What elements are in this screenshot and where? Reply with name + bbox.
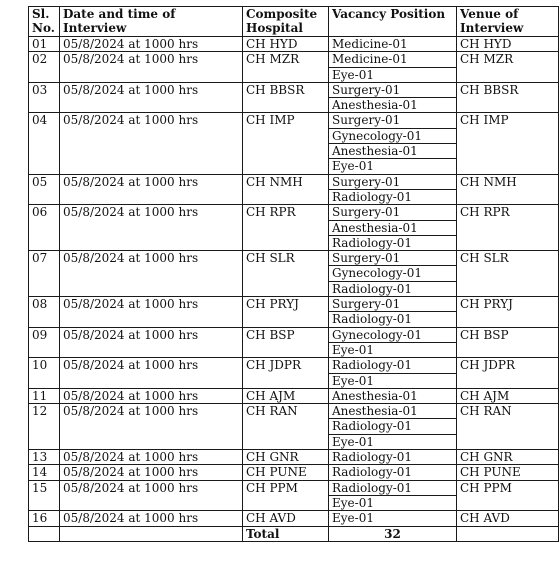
cell-sl-no: 10 [29, 358, 60, 389]
cell-venue: CH BSP [457, 327, 559, 358]
cell-venue: CH SLR [457, 251, 559, 297]
cell-sl-no: 11 [29, 388, 60, 403]
vacancy-item: Radiology-01 [329, 418, 456, 433]
cell-venue: CH PUNE [457, 465, 559, 480]
cell-date-time: 05/8/2024 at 1000 hrs [60, 174, 243, 205]
vacancy-item: Gynecology-01 [329, 265, 456, 280]
cell-venue: CH HYD [457, 37, 559, 52]
vacancy-item: Surgery-01 [332, 113, 401, 128]
vacancy-item: Medicine-01 [332, 37, 408, 51]
cell-venue: CH RPR [457, 205, 559, 251]
table-row [29, 480, 559, 511]
header-date-time: Date and time of Interview [60, 7, 243, 37]
vacancy-item: Radiology-01 [332, 465, 413, 480]
total-label: Total [243, 526, 329, 541]
cell-sl-no: 06 [29, 205, 60, 251]
vacancy-item: Radiology-01 [329, 235, 456, 250]
header-sl-no: Sl. No. [29, 7, 60, 37]
table-row [29, 297, 559, 328]
table-row [29, 251, 559, 297]
table-row [29, 450, 559, 465]
interview-schedule-table [28, 6, 559, 542]
header-composite-hospital: Composite Hospital [243, 7, 329, 37]
total-blank-3 [457, 526, 559, 541]
cell-date-time: 05/8/2024 at 1000 hrs [60, 327, 243, 358]
cell-vacancy-list [329, 113, 457, 174]
cell-sl-no: 05 [29, 174, 60, 205]
cell-hospital: CH BSP [243, 327, 329, 358]
table-row [29, 511, 559, 526]
cell-sl-no: 04 [29, 113, 60, 174]
cell-vacancy-list [329, 465, 457, 480]
cell-vacancy-list [329, 388, 457, 403]
cell-hospital: CH RPR [243, 205, 329, 251]
total-blank-2 [60, 526, 243, 541]
cell-vacancy-list [329, 82, 457, 113]
table-row [29, 404, 559, 450]
cell-date-time: 05/8/2024 at 1000 hrs [60, 404, 243, 450]
table-row [29, 113, 559, 174]
cell-venue: CH PPM [457, 480, 559, 511]
vacancy-item: Surgery-01 [332, 82, 401, 97]
cell-venue: CH NMH [457, 174, 559, 205]
cell-hospital: CH RAN [243, 404, 329, 450]
vacancy-item: Medicine-01 [332, 52, 408, 67]
cell-vacancy-list [329, 251, 457, 297]
cell-hospital: CH JDPR [243, 358, 329, 389]
cell-date-time: 05/8/2024 at 1000 hrs [60, 450, 243, 465]
vacancy-item: Radiology-01 [332, 358, 413, 373]
cell-sl-no: 14 [29, 465, 60, 480]
vacancy-item: Surgery-01 [332, 205, 401, 220]
total-count: 32 [329, 526, 457, 541]
header-row [29, 7, 559, 37]
cell-vacancy-list [329, 450, 457, 465]
cell-date-time: 05/8/2024 at 1000 hrs [60, 52, 243, 83]
cell-venue: CH AVD [457, 511, 559, 526]
table-row [29, 52, 559, 83]
vacancy-item: Radiology-01 [329, 311, 456, 326]
cell-vacancy-list [329, 327, 457, 358]
table-row [29, 465, 559, 480]
cell-hospital: CH SLR [243, 251, 329, 297]
vacancy-item: Anesthesia-01 [332, 388, 418, 403]
vacancy-item: Eye-01 [329, 158, 456, 173]
vacancy-item: Gynecology-01 [329, 128, 456, 143]
cell-hospital: CH IMP [243, 113, 329, 174]
cell-venue: CH MZR [457, 52, 559, 83]
cell-sl-no: 15 [29, 480, 60, 511]
vacancy-item: Surgery-01 [332, 297, 401, 312]
vacancy-item: Anesthesia-01 [329, 220, 456, 235]
table-row [29, 327, 559, 358]
total-blank-1 [29, 526, 60, 541]
cell-sl-no: 03 [29, 82, 60, 113]
cell-sl-no: 02 [29, 52, 60, 83]
cell-date-time: 05/8/2024 at 1000 hrs [60, 297, 243, 328]
cell-sl-no: 12 [29, 404, 60, 450]
cell-venue: CH PRYJ [457, 297, 559, 328]
cell-sl-no: 09 [29, 327, 60, 358]
vacancy-item: Eye-01 [332, 511, 374, 526]
table-row [29, 82, 559, 113]
vacancy-item: Surgery-01 [332, 251, 401, 266]
table-row [29, 388, 559, 403]
cell-venue: CH JDPR [457, 358, 559, 389]
cell-venue: CH RAN [457, 404, 559, 450]
cell-date-time: 05/8/2024 at 1000 hrs [60, 251, 243, 297]
cell-vacancy-list [329, 205, 457, 251]
cell-hospital: CH GNR [243, 450, 329, 465]
vacancy-item: Anesthesia-01 [329, 143, 456, 158]
cell-vacancy-list [329, 297, 457, 328]
header-vacancy-position: Vacancy Position [329, 7, 457, 37]
header-venue: Venue of Interview [457, 7, 559, 37]
cell-hospital: CH AVD [243, 511, 329, 526]
table-row [29, 174, 559, 205]
cell-date-time: 05/8/2024 at 1000 hrs [60, 465, 243, 480]
cell-sl-no: 16 [29, 511, 60, 526]
cell-vacancy-list [329, 52, 457, 83]
cell-date-time: 05/8/2024 at 1000 hrs [60, 37, 243, 52]
cell-date-time: 05/8/2024 at 1000 hrs [60, 388, 243, 403]
vacancy-item: Surgery-01 [332, 174, 401, 189]
cell-vacancy-list [329, 174, 457, 205]
cell-hospital: CH AJM [243, 388, 329, 403]
cell-venue: CH BBSR [457, 82, 559, 113]
total-row [29, 526, 559, 541]
cell-sl-no: 01 [29, 37, 60, 52]
vacancy-item: Eye-01 [329, 495, 456, 510]
cell-vacancy-list [329, 37, 457, 52]
cell-hospital: CH MZR [243, 52, 329, 83]
cell-venue: CH GNR [457, 450, 559, 465]
cell-hospital: CH HYD [243, 37, 329, 52]
vacancy-item: Anesthesia-01 [332, 404, 418, 419]
table-row [29, 358, 559, 389]
cell-venue: CH IMP [457, 113, 559, 174]
vacancy-item: Radiology-01 [332, 450, 413, 465]
table-row [29, 205, 559, 251]
vacancy-item: Eye-01 [329, 373, 456, 388]
cell-date-time: 05/8/2024 at 1000 hrs [60, 480, 243, 511]
cell-vacancy-list [329, 511, 457, 526]
vacancy-item: Anesthesia-01 [329, 97, 456, 112]
cell-hospital: CH PPM [243, 480, 329, 511]
vacancy-item: Radiology-01 [329, 189, 456, 204]
cell-date-time: 05/8/2024 at 1000 hrs [60, 82, 243, 113]
cell-date-time: 05/8/2024 at 1000 hrs [60, 358, 243, 389]
cell-date-time: 05/8/2024 at 1000 hrs [60, 511, 243, 526]
cell-sl-no: 08 [29, 297, 60, 328]
schedule-body [29, 37, 559, 527]
vacancy-item: Radiology-01 [332, 480, 413, 495]
vacancy-item: Radiology-01 [329, 281, 456, 296]
cell-vacancy-list [329, 404, 457, 450]
cell-sl-no: 13 [29, 450, 60, 465]
vacancy-item: Eye-01 [329, 67, 456, 82]
cell-date-time: 05/8/2024 at 1000 hrs [60, 205, 243, 251]
cell-hospital: CH PRYJ [243, 297, 329, 328]
cell-date-time: 05/8/2024 at 1000 hrs [60, 113, 243, 174]
cell-venue: CH AJM [457, 388, 559, 403]
cell-vacancy-list [329, 480, 457, 511]
vacancy-item: Eye-01 [329, 342, 456, 357]
cell-hospital: CH BBSR [243, 82, 329, 113]
cell-hospital: CH PUNE [243, 465, 329, 480]
table-row [29, 37, 559, 52]
vacancy-item: Eye-01 [329, 434, 456, 449]
cell-hospital: CH NMH [243, 174, 329, 205]
cell-vacancy-list [329, 358, 457, 389]
vacancy-item: Gynecology-01 [332, 327, 422, 342]
cell-sl-no: 07 [29, 251, 60, 297]
